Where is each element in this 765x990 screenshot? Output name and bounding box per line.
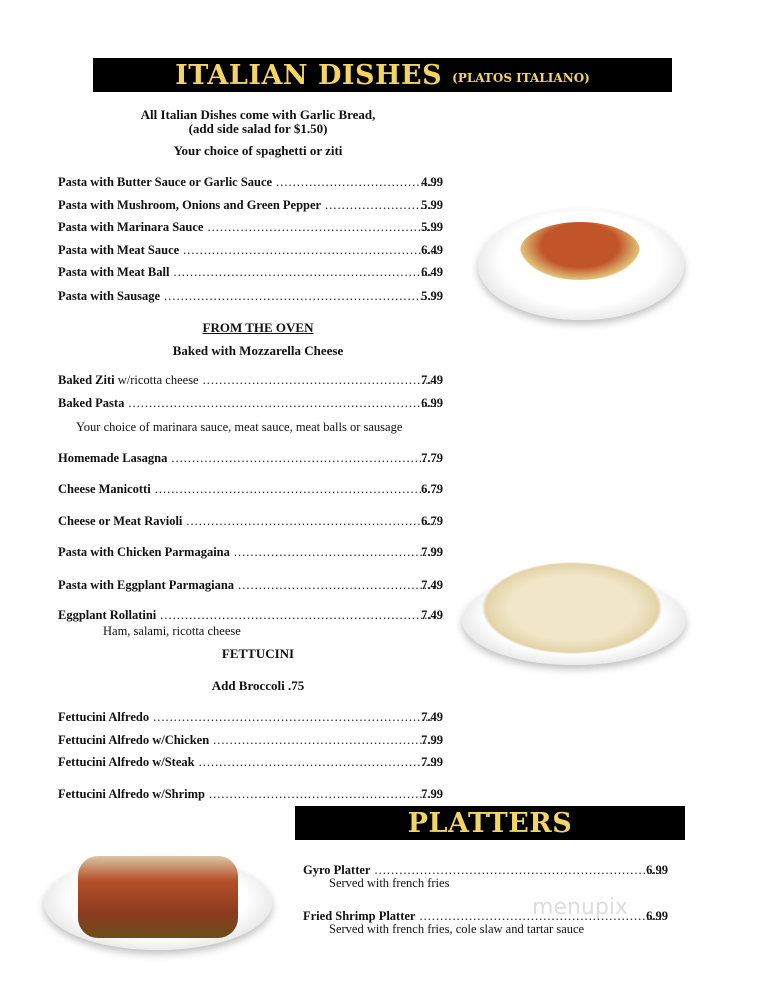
menu-item: Homemade Lasagna ..... 7.79 (58, 451, 443, 466)
platter-item: Fried Shrimp Platter ..... 6.99 (303, 909, 668, 924)
menu-item: Baked Pasta ..... 6.99 (58, 396, 443, 411)
watermark: menupix (532, 895, 628, 920)
oven-choice-note: Your choice of marinara sauce, meat sauce, meat balls or sausage (76, 420, 403, 434)
menu-item: Fettucini Alfredo ..... 7.49 (58, 710, 443, 725)
intro-line: (add side salad for $1.50) (188, 121, 328, 136)
menu-item: Pasta with Sausage ..... 5.99 (58, 289, 443, 304)
platters-banner (295, 806, 685, 840)
fettucini-food (482, 562, 662, 654)
menu-item: Pasta with Butter Sauce or Garlic Sauce ..... 4.99 (58, 175, 443, 190)
menu-item: Pasta with Marinara Sauce ..... 5.99 (58, 220, 443, 235)
menu-item: Pasta with Meat Sauce ..... 6.49 (58, 243, 443, 258)
menu-item: Eggplant Rollatini ..... 7.49 (58, 608, 443, 623)
intro-line: All Italian Dishes come with Garlic Bread, (140, 107, 376, 122)
menu-item: Cheese or Meat Ravioli ..... 6.79 (58, 514, 443, 529)
menu-item: Fettucini Alfredo w/Shrimp ..... 7.99 (58, 787, 443, 802)
menu-item: Pasta with Chicken Parmagaina ..... 7.99 (58, 545, 443, 560)
menu-item: Baked Ziti w/ricotta cheese ..... 7.49 (58, 373, 443, 388)
menu-item: Pasta with Eggplant Parmagiana ..... 7.49 (58, 578, 443, 593)
platters-title: PLATTERS (407, 807, 573, 839)
item-description: Served with french fries (329, 876, 450, 890)
platter-item: Gyro Platter ..... 6.99 (303, 863, 668, 878)
menu-item: Pasta with Mushroom, Onions and Green Pepper ..... 5.99 (58, 198, 443, 213)
section-title: ITALIAN DISHES (175, 59, 443, 91)
item-description: Ham, salami, ricotta cheese (103, 624, 241, 638)
intro-line: Your choice of spaghetti or ziti (173, 143, 343, 158)
lasagna-food (78, 856, 238, 938)
menu-item: Cheese Manicotti ..... 6.79 (58, 482, 443, 497)
italian-dishes-banner (93, 58, 672, 92)
menu-item: Fettucini Alfredo w/Steak ..... 7.99 (58, 755, 443, 770)
menu-item: Fettucini Alfredo w/Chicken ..... 7.99 (58, 733, 443, 748)
fettucini-subheading: Add Broccoli .75 (211, 678, 305, 693)
menu-item: Pasta with Meat Ball ..... 6.49 (58, 265, 443, 280)
section-subtitle: (PLATOS ITALIANO) (452, 71, 590, 85)
spaghetti-food (520, 222, 640, 280)
fettucini-heading: FETTUCINI (221, 646, 295, 661)
item-description: Served with french fries, cole slaw and tartar sauce (329, 922, 585, 936)
oven-heading: FROM THE OVEN (202, 320, 314, 335)
oven-subheading: Baked with Mozzarella Cheese (172, 343, 344, 358)
